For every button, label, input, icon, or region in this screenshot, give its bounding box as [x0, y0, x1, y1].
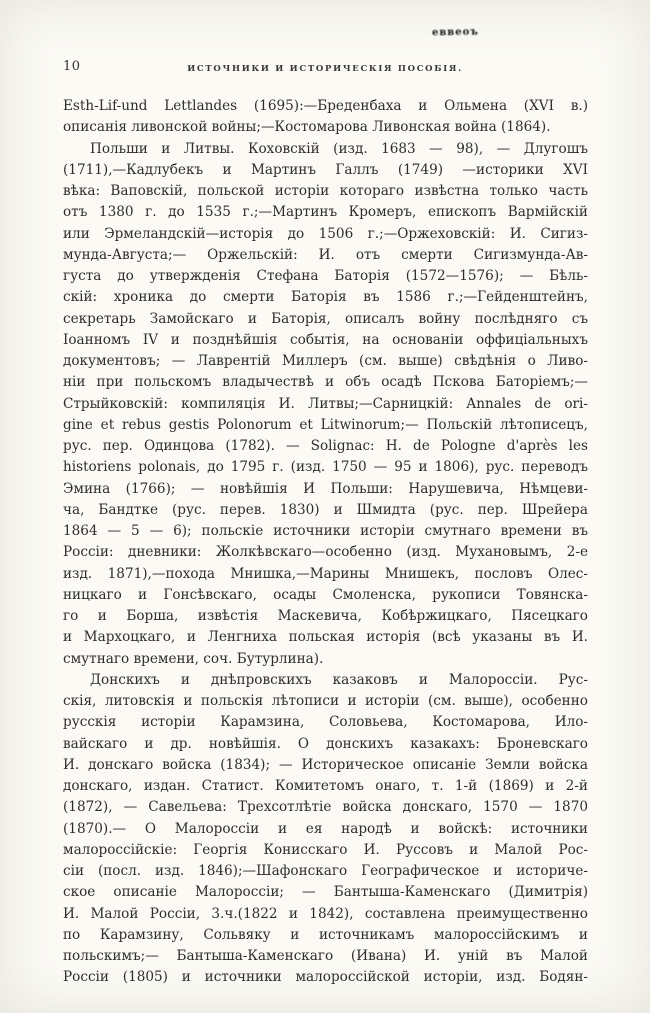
- text-line: рус. пер. Одинцова (1782). — Solignac: H. de Pologne d'après les: [63, 438, 588, 454]
- text-line: густа до утвержденія Стефана Баторія (1572—1576); — Бѣль-: [63, 268, 588, 284]
- text-line: ницкаго и Гонсѣвскаго, осады Смоленска, рукописи Товянска-: [63, 586, 588, 603]
- text-line: 1864 — 5 — 6); польскіе источники исторіи смутнаго времени въ: [63, 523, 588, 539]
- text-line: Польши и Литвы. Коховскій (изд. 1683 — 98), — Длугошъ: [90, 140, 588, 157]
- text-line: (1872), — Савельева: Трехсотлѣтіе войска донскаго, 1570 — 1870: [63, 799, 588, 816]
- text-line: И. донскаго войска (1834); — Историческое описаніе Земли войска: [63, 756, 588, 773]
- text-line: (1711),—Кадлубекъ и Мартинъ Галлъ (1749) —историки XVI: [63, 161, 588, 178]
- paragraph: [63, 670, 588, 989]
- text-line: донскаго, издан. Статист. Комитетомъ онаго, т. 1-й (1869) и 2-й: [63, 778, 588, 794]
- text-line: ское описаніе Малороссіи; — Бантыша-Каменскаго (Димитрія): [63, 884, 588, 901]
- running-header: ИСТОЧНИКИ И ИСТОРИЧЕСКІЯ ПОСОБІЯ.: [187, 64, 463, 74]
- page-number: 10: [63, 59, 81, 74]
- paragraph: [63, 96, 588, 139]
- text-line: сіи (посл. изд. 1846);—Шафонскаго Географическое и историче-: [63, 863, 588, 879]
- text-line: документовъ; — Лаврентій Миллеръ (см. выше) свѣдѣнія о Ливо-: [63, 353, 588, 369]
- text-line: скій: хроника до смерти Баторія въ 1586 г.;—Гейденштейнъ,: [63, 289, 588, 306]
- text-line: изд. 1871),—похода Мнишка,—Марины Мнишекъ, пословъ Олес-: [63, 565, 588, 582]
- text-line: Стрыйковскій: компиляція И. Литвы;—Сарницкій: Annales de ori-: [63, 395, 588, 412]
- text-line: русскія исторіи Карамзина, Соловьева, Костомарова, Ило-: [63, 714, 588, 731]
- text-block: [63, 96, 588, 989]
- text-line: по Карамзину, Сольвяку и источникамъ малороссійскимъ и: [63, 926, 588, 943]
- text-line: малороссійскіе: Георгія Конисскаго И. Руссовъ и Малой Рос-: [63, 841, 588, 858]
- text-line: вѣка: Ваповскій, польской исторіи котораго извѣстна только часть: [63, 183, 588, 199]
- text-line: Esth-Lif-und Lettlandes (1695):—Бреденбаха и Ольмена (XVI в.): [63, 98, 588, 114]
- text-line: польскимъ;— Бантыша-Каменскаго (Ивана) И. уній въ Малой: [63, 948, 588, 964]
- text-line: gine et rebus gestis Polonorum et Litwinorum;— Польскій лѣтописецъ,: [63, 416, 588, 433]
- text-line: и Мархоцкаго, и Ленгниха польская исторія (всѣ указаны въ И.: [63, 629, 588, 646]
- text-line: ніи при польскомъ владычествѣ и объ осадѣ Пскова Баторіемъ;—: [63, 374, 588, 391]
- text-line: секретарь Замойскаго и Баторія, описалъ войну послѣдняго съ: [63, 310, 588, 327]
- paragraph: [63, 139, 588, 670]
- text-line: мунда-Августа;— Оржельскій: И. отъ смерти Сигизмунда-Ав-: [63, 246, 588, 263]
- text-line: или Эрмеландскій—исторія до 1506 г.;—Оржеховскій: И. Сигиз-: [63, 225, 588, 242]
- text-line: Донскихъ и днѣпровскихъ казаковъ и Малороссіи. Рус-: [90, 671, 588, 688]
- text-line: historiens polonais, до 1795 г. (изд. 1750 — 95 и 1806), рус. переводъ: [63, 459, 588, 476]
- text-line: смутнаго времени, соч. Бутурлина).: [63, 650, 324, 667]
- text-line: Эмина (1766); — новѣйшія И Польши: Нарушевича, Нѣмцеви-: [63, 480, 588, 497]
- text-line: (1870).— О Малороссіи и ея народѣ и войскѣ: источники: [63, 820, 588, 837]
- text-line: скія, литовскія и польскія лѣтописи и исторіи (см. выше), особенно: [63, 693, 588, 709]
- ink-smudge: еввеоъ: [431, 26, 480, 39]
- text-line: Іоанномъ IV и позднѣйшія событія, на основаніи оффиціальныхъ: [63, 331, 588, 348]
- text-line: Россіи (1805) и источники малороссійской исторіи, изд. Бодян-: [63, 969, 588, 986]
- text-line: И. Малой Россіи, 3.ч.(1822 и 1842), составлена преимущественно: [63, 905, 588, 922]
- text-line: вайскаго и др. новѣйшія. О донскихъ казакахъ: Броневскаго: [63, 735, 588, 752]
- text-line: Россіи: дневники: Жолкѣвскаго—особенно (изд. Мухановымъ, 2-е: [63, 544, 588, 561]
- text-line: описанія ливонской войны;—Костомарова Ливонская война (1864).: [63, 119, 551, 136]
- text-line: ча, Бандтке (рус. перев. 1830) и Шмидта (рус. пер. Шрейера: [63, 501, 588, 518]
- text-line: го и Борша, извѣстія Маскевича, Кобѣржицкаго, Пясецкаго: [63, 608, 588, 624]
- text-line: отъ 1380 г. до 1535 г.;—Мартинъ Кромеръ, епископъ Вармійскій: [63, 204, 588, 221]
